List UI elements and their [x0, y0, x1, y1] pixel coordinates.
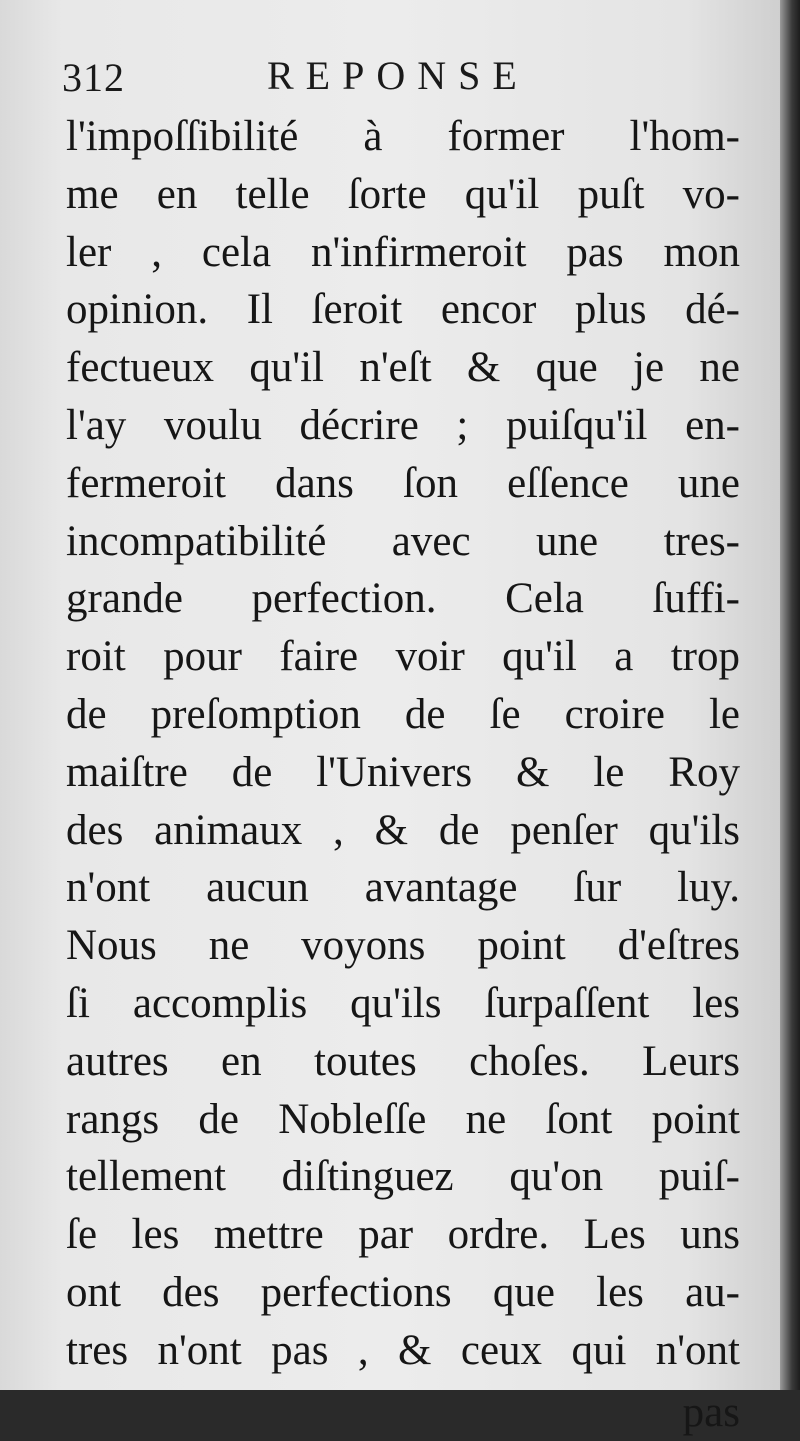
- text-line: Nous ne voyons point d'eſtres: [66, 922, 740, 970]
- body-text: [66, 108, 740, 1441]
- text-line: maiſtre de l'Univers & le Roy: [66, 748, 740, 796]
- text-line: ler , cela n'infirmeroit pas mon: [66, 228, 740, 276]
- page-number: 312: [62, 55, 125, 100]
- text-line: me en telle ſorte qu'il puſt vo-: [66, 170, 740, 218]
- text-line: fermeroit dans ſon eſſence une: [66, 459, 740, 507]
- text-line: l'ay voulu décrire ; puiſqu'il en-: [66, 401, 740, 449]
- running-head: REPONSE: [267, 53, 529, 98]
- text-line: des animaux , & de penſer qu'ils: [66, 806, 740, 854]
- text-line: rangs de Nobleſſe ne ſont point: [66, 1095, 740, 1143]
- text-line: ſi accomplis qu'ils ſurpaſſent les: [66, 979, 740, 1027]
- text-line: fectueux qu'il n'eſt & que je ne: [66, 344, 740, 392]
- page-edge-shadow: [780, 0, 800, 1390]
- text-line: de preſomption de ſe croire le: [66, 690, 740, 738]
- catchword: pas: [682, 1388, 740, 1436]
- text-line: grande perfection. Cela ſuffi-: [66, 575, 740, 623]
- text-line: incompatibilité avec une tres-: [66, 517, 740, 565]
- page-header: [62, 48, 742, 108]
- text-line: ſe les mettre par ordre. Les uns: [66, 1211, 740, 1259]
- text-line: l'impoſſibilité à former l'hom-: [66, 113, 740, 160]
- text-line: tres n'ont pas , & ceux qui n'ont: [66, 1326, 740, 1374]
- text-line: autres en toutes choſes. Leurs: [66, 1037, 740, 1085]
- text-line: tellement diſtinguez qu'on puiſ-: [66, 1153, 740, 1201]
- text-line: roit pour faire voir qu'il a trop: [66, 633, 740, 681]
- text-line: ont des perfections que les au-: [66, 1268, 740, 1316]
- text-line: n'ont aucun avantage ſur luy.: [66, 864, 740, 912]
- text-line: opinion. Il ſeroit encor plus dé-: [66, 286, 740, 334]
